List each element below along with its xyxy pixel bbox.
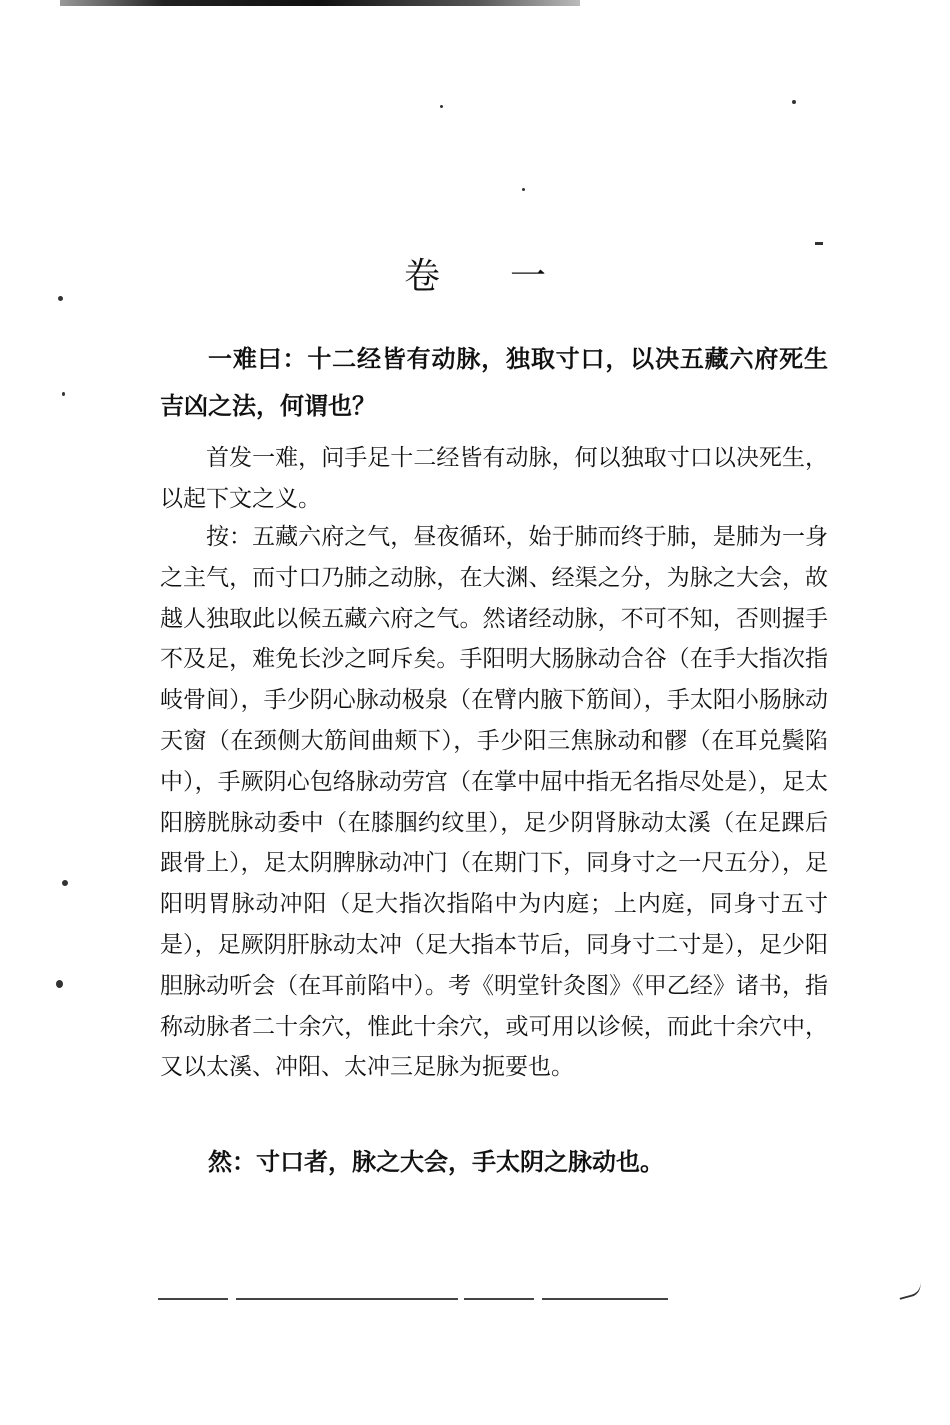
question-paragraph: 一难曰：十二经皆有动脉，独取寸口，以决五藏六府死生吉凶之法，何谓也？ — [160, 344, 828, 420]
answer-text — [160, 1138, 828, 1185]
scan-top-rule — [60, 0, 580, 6]
answer-paragraph: 然：寸口者，脉之大会，手太阴之脉动也。 — [208, 1147, 664, 1176]
commentary-block — [160, 517, 828, 1088]
scan-speck — [440, 105, 443, 108]
volume-title: 卷一 — [403, 256, 616, 297]
scan-speck — [62, 880, 68, 886]
scan-speck — [792, 100, 796, 104]
scan-speck — [815, 242, 823, 245]
scan-speck — [522, 188, 525, 191]
scan-bottom-rule — [158, 1298, 668, 1300]
scan-corner-mark — [897, 1282, 923, 1300]
commentary-block — [160, 438, 828, 520]
commentary-paragraph-1: 首发一难，问手足十二经皆有动脉，何以独取寸口以决死生，以起下文之义。 — [160, 445, 828, 512]
commentary-paragraph-2: 按：五藏六府之气，昼夜循环，始于肺而终于肺，是肺为一身之主气，而寸口乃肺之动脉，在大渊、经渠之分，为脉之大会，故越人独取此以候五藏六府之气。然诸经动脉，不可不知，否则握手不及足，难免长沙之呵斥矣。手阳明大肠脉动合谷（在手大指次指岐骨间），手少阴心脉动极泉（在臂内腋下筋间），手太阳小肠脉动天窗（在颈侧大筋间曲颊下），手少阳三焦脉动和髎（在耳兑鬓陷中），手厥阴心包络脉动劳宫（在掌中屈中指无名指尽处是），足太阳膀胱脉动委中（在膝腘约纹里），足少阴肾脉动太溪（在足踝后跟骨上），足太阴脾脉动冲门（在期门下，同身寸之一尺五分），足阳明胃脉动冲阳（足大指次指陷中为内庭；上内庭，同身寸五寸是），足厥阴肝脉动太冲（足大指本节后，同身寸二寸是），足少阳胆脉动听会（在耳前陷中）。考《明堂针灸图》《甲乙经》诸书，指称动脉者二十余穴，惟此十余穴，或可用以诊候，而此十余穴中，又以太溪、冲阳、太冲三足脉为扼要也。 — [160, 524, 828, 1081]
scan-speck — [62, 392, 65, 396]
scan-speck — [56, 980, 63, 988]
question-text — [160, 335, 828, 429]
